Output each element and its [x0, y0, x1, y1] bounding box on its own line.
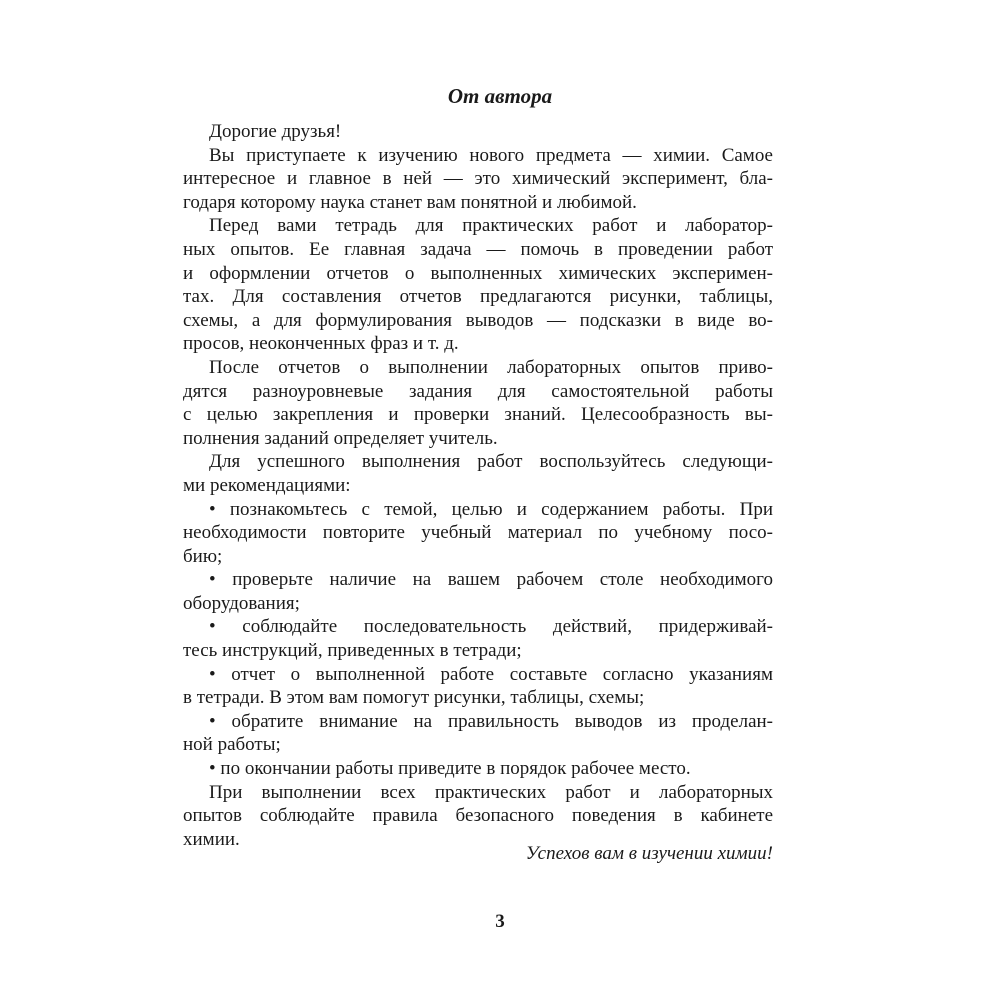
text-line: Для успешного выполнения работ воспользуйтесь следующи- [209, 451, 773, 473]
text-line: бию; [183, 545, 223, 567]
text-line: • познакомьтесь с темой, целью и содержанием работы. При [209, 498, 773, 520]
body-text [183, 120, 773, 851]
text-line: • отчет о выполненной работе составьте согласно указаниям [209, 663, 773, 685]
text-line: ной работы; [183, 734, 281, 756]
page-number: 3 [495, 911, 505, 932]
text-line: полнения заданий определяет учитель. [183, 427, 498, 449]
text-line: Перед вами тетрадь для практических работ и лаборатор- [209, 215, 773, 237]
text-line: ми рекомендациями: [183, 474, 351, 496]
text-line: интересное и главное в ней — это химический эксперимент, бла- [183, 168, 773, 190]
text-line: и оформлении отчетов о выполненных химических эксперимен- [183, 262, 773, 284]
closing-signature: Успехов вам в изучении химии! [525, 843, 773, 864]
text-line: При выполнении всех практических работ и лабораторных [209, 781, 773, 803]
text-line: ных опытов. Ее главная задача — помочь в проведении работ [183, 238, 773, 260]
text-line: Вы приступаете к изучению нового предмета — химии. Самое [209, 144, 773, 166]
text-line: • по окончании работы приведите в порядок рабочее место. [209, 758, 691, 780]
text-line: тесь инструкций, приведенных в тетради; [183, 640, 522, 662]
text-line: дятся разноуровневые задания для самостоятельной работы [183, 380, 773, 402]
text-line: необходимости повторите учебный материал по учебному посо- [183, 522, 773, 544]
text-line: • соблюдайте последовательность действий, придерживай- [209, 616, 773, 638]
page-title: От автора [447, 84, 553, 108]
text-line: годаря которому наука станет вам понятной и любимой. [183, 191, 637, 213]
text-line: Дорогие друзья! [209, 121, 342, 142]
text-line: химии. [183, 828, 240, 850]
text-line: с целью закрепления и проверки знаний. Целесообразность вы- [183, 404, 773, 426]
text-line: просов, неоконченных фраз и т. д. [183, 333, 459, 355]
text-line: опытов соблюдайте правила безопасного поведения в кабинете [183, 805, 773, 827]
text-line: • проверьте наличие на вашем рабочем столе необходимого [209, 569, 773, 591]
text-line: • обратите внимание на правильность выводов из проделан- [209, 710, 773, 732]
text-line: После отчетов о выполнении лабораторных опытов приво- [209, 356, 773, 378]
text-line: оборудования; [183, 592, 300, 614]
text-line: в тетради. В этом вам помогут рисунки, таблицы, схемы; [183, 687, 645, 709]
text-line: схемы, а для формулирования выводов — подсказки в виде во- [183, 309, 773, 331]
text-line: тах. Для составления отчетов предлагаются рисунки, таблицы, [183, 286, 773, 308]
